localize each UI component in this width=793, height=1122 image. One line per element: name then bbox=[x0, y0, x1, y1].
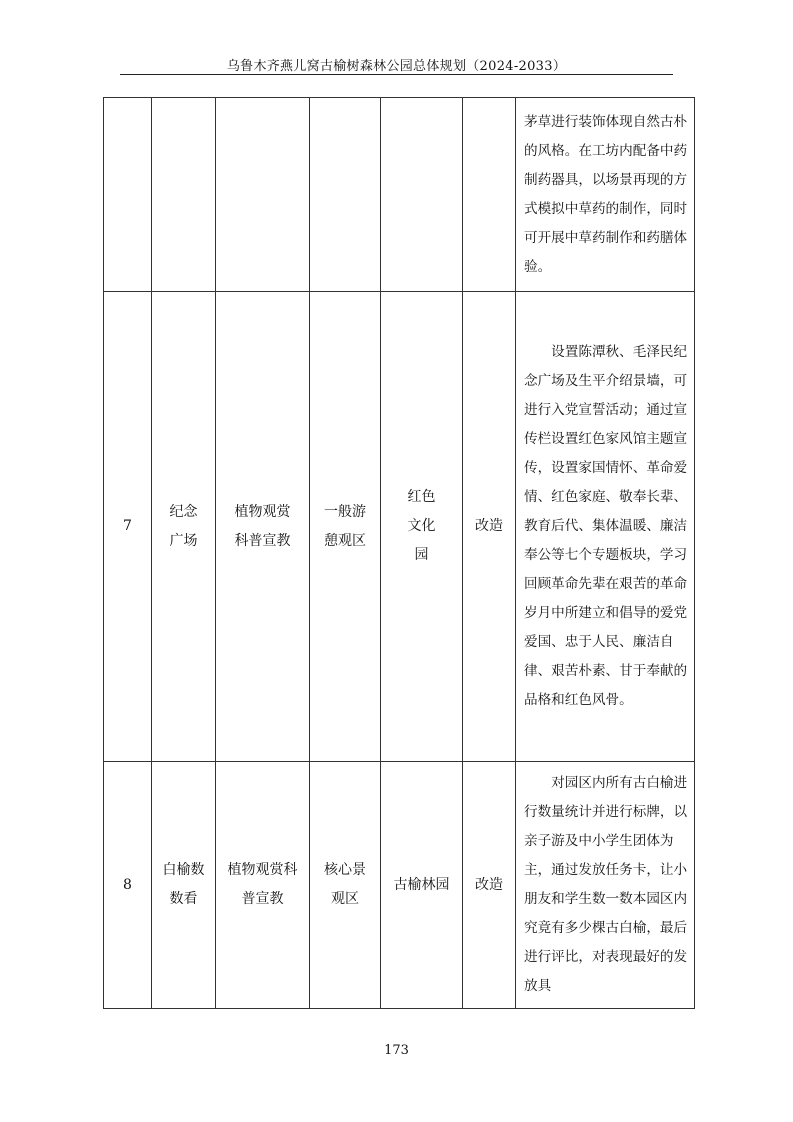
cell-function bbox=[216, 98, 310, 292]
cell-zone bbox=[310, 98, 381, 292]
cell-type: 改造 bbox=[463, 762, 516, 1009]
table-row bbox=[104, 762, 695, 1009]
cell-description bbox=[516, 292, 695, 762]
page-header-title: 乌鲁木齐燕儿窝古榆树森林公园总体规划（2024-2033） bbox=[226, 59, 567, 74]
zone-text: 一般游憩观区 bbox=[324, 503, 366, 549]
table-row bbox=[104, 292, 695, 762]
function-text: 植物观赏科普宣教 bbox=[227, 862, 298, 907]
project-table bbox=[103, 97, 695, 1009]
cell-description bbox=[516, 762, 695, 1009]
cell-park bbox=[381, 292, 463, 762]
cell-park bbox=[381, 98, 463, 292]
description-text: 对园区内所有古白榆进行数量统计并进行标牌，以亲子游及中小学生团体为主，通过发放任务卡，让小朋友和学生数一数本园区内究竟有多少棵古白榆，最后进行评比，对表现最好的发放具 bbox=[524, 775, 688, 994]
description-text: 茅草进行装饰体现自然古朴的风格。在工坊内配备中药制药器具，以场景再现的方式模拟中草药的制作，同时可开展中草药制作和药膳体验。 bbox=[524, 113, 688, 275]
cell-project-name bbox=[152, 98, 216, 292]
cell-type bbox=[463, 98, 516, 292]
table-row bbox=[104, 98, 695, 292]
cell-function bbox=[216, 292, 310, 762]
cell-number: 7 bbox=[104, 292, 152, 762]
cell-number: 8 bbox=[104, 762, 152, 1009]
cell-function bbox=[216, 762, 310, 1009]
function-text: 植物观赏科普宣教 bbox=[234, 503, 291, 549]
header-divider bbox=[120, 74, 673, 75]
cell-zone bbox=[310, 292, 381, 762]
description-text: 设置陈潭秋、毛泽民纪念广场及生平介绍景墙，可进行入党宣誓活动；通过宣传栏设置红色家风馆主题宣传，设置家国情怀、革命爱情、红色家庭、敬奉长辈、教育后代、集体温暖、廉洁奉公等七个专题板块，学习回顾革命先辈在艰苦的革命岁月中所建立和倡导的爱党爱国、忠于人民、廉洁自律、艰苦朴素、甘于奉献的品格和红色风骨。 bbox=[524, 344, 688, 708]
cell-project-name bbox=[152, 292, 216, 762]
cell-number bbox=[104, 98, 152, 292]
page-number: 173 bbox=[384, 1043, 409, 1058]
cell-type: 改造 bbox=[463, 292, 516, 762]
zone-text: 核心景观区 bbox=[324, 862, 366, 907]
cell-park: 古榆林园 bbox=[381, 762, 463, 1009]
project-name-text: 白榆数数看 bbox=[162, 862, 205, 907]
cell-description bbox=[516, 98, 695, 292]
cell-project-name bbox=[152, 762, 216, 1009]
park-text: 红色文化园 bbox=[407, 489, 436, 563]
project-name-text: 纪念广场 bbox=[169, 503, 198, 549]
cell-zone bbox=[310, 762, 381, 1009]
